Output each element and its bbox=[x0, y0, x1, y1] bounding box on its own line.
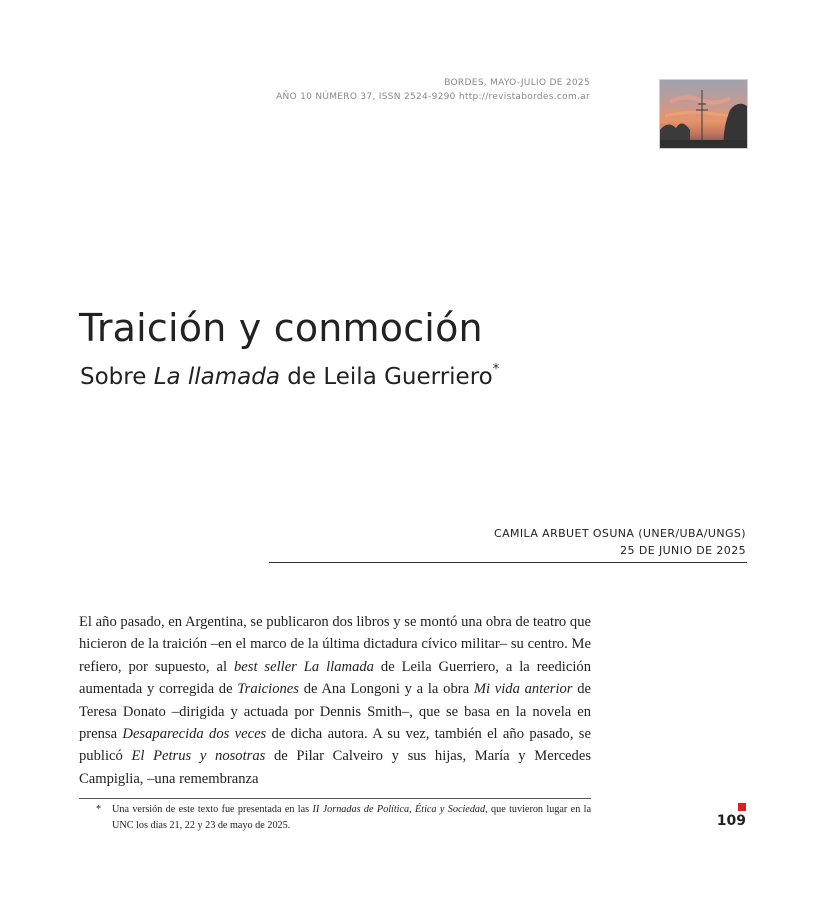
journal-masthead bbox=[276, 76, 590, 104]
cover-photo bbox=[659, 79, 748, 149]
subtitle-prefix: Sobre bbox=[80, 364, 154, 390]
publication-date: 25 DE JUNIO DE 2025 bbox=[620, 544, 746, 557]
masthead-issn: AÑO 10 NÚMERO 37, ISSN 2524-9290 http://revistabordes.com.ar bbox=[276, 92, 590, 102]
subtitle-suffix: de Leila Guerriero bbox=[279, 364, 493, 390]
footnote-italic-run: II Jornadas de Política, Ética y Sociedad bbox=[312, 804, 486, 815]
body-italic-run: Traiciones bbox=[237, 681, 299, 698]
body-italic-run: best seller La llamada bbox=[233, 658, 374, 675]
body-italic-run: Desaparecida dos veces bbox=[122, 726, 267, 743]
body-text-run: El año pasado, en Argentina, se publicaron dos libros y se montó una obra de teatro que hicieron de la traición –en el marco de la última dictadura cívico militar– su centro. Me refiero, por supuesto, al bbox=[79, 614, 591, 675]
footnote-text bbox=[112, 802, 591, 833]
author-name: CAMILA ARBUET OSUNA (UNER/UBA/UNGS) bbox=[494, 527, 746, 540]
footnote-divider bbox=[79, 798, 591, 799]
masthead-issue: BORDES, MAYO-JULIO DE 2025 bbox=[444, 78, 590, 88]
body-text-run: de Pilar Calveiro y sus hijas, María y Mercedes Campiglia, –una remembranza bbox=[79, 748, 591, 787]
byline-divider bbox=[269, 562, 747, 563]
page-number: 109 bbox=[716, 813, 746, 829]
body-italic-run: Mi vida anterior bbox=[473, 681, 573, 698]
page-accent-marker bbox=[738, 803, 746, 811]
article-subtitle bbox=[80, 364, 499, 390]
article-title: Traición y conmoción bbox=[79, 306, 483, 350]
footnote bbox=[96, 802, 591, 833]
body-text-run: de dicha autora. A su vez, también el año pasado, se publicó bbox=[79, 726, 591, 765]
body-text-run: de Leila Guerriero, a la reedición aumentada y corregida de bbox=[79, 658, 591, 698]
footnote-mark: * bbox=[96, 804, 102, 815]
footnote-text-run: Una versión de este texto fue presentada en las bbox=[112, 804, 313, 815]
body-text-run: de Ana Longoni y a la obra bbox=[298, 681, 474, 698]
footnote-reference: * bbox=[492, 362, 500, 378]
body-text-run: de Teresa Donato –dirigida y actuada por Dennis Smith–, que se basa en la novela en prensa bbox=[79, 681, 591, 743]
subtitle-book-title: La llamada bbox=[153, 364, 280, 390]
byline bbox=[494, 525, 746, 559]
body-paragraph bbox=[79, 611, 591, 790]
body-italic-run: El Petrus y nosotras bbox=[131, 748, 266, 765]
footnote-text-run: , que tuvieron lugar en la UNC los días 21, 22 y 23 de mayo de 2025. bbox=[112, 804, 591, 831]
